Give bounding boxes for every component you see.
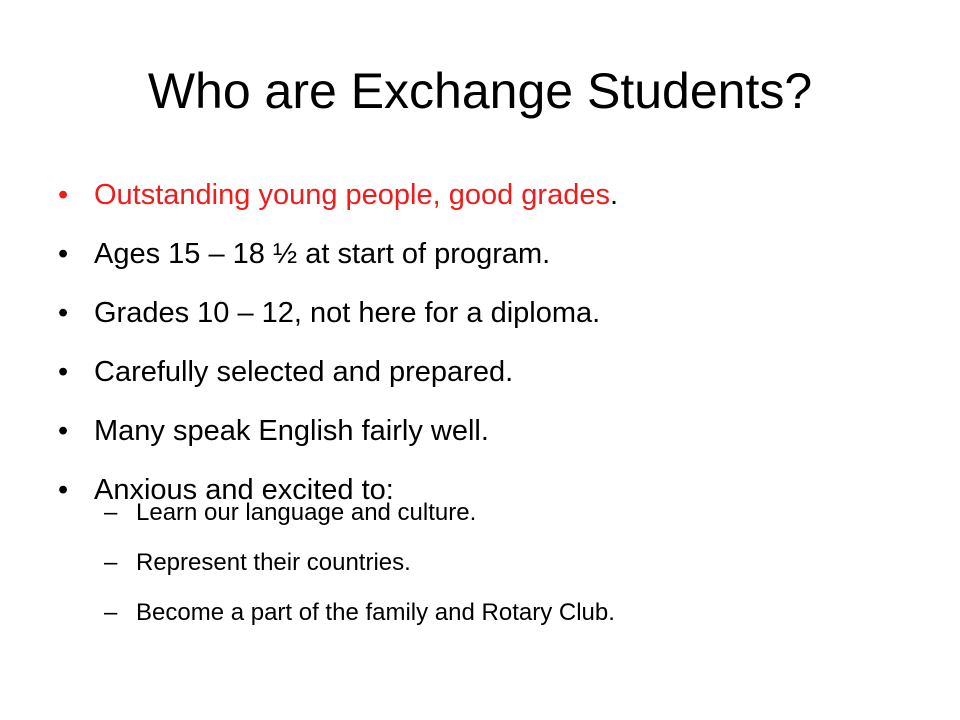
slide-title: Who are Exchange Students? xyxy=(147,63,813,119)
bullet-marker: • xyxy=(58,297,69,329)
bullet-item xyxy=(58,174,618,216)
bullet-text-highlighted: Outstanding young people, good grades xyxy=(94,179,610,211)
bullet-text: Ages 15 – 18 ½ at start of program. xyxy=(94,238,551,270)
bullet-item xyxy=(58,410,618,452)
sub-bullet-item xyxy=(104,496,615,530)
sub-bullet-text: Represent their countries. xyxy=(136,549,411,576)
sub-bullet-item xyxy=(104,596,615,630)
bullet-marker: • xyxy=(58,238,69,270)
sub-bullet-list xyxy=(58,496,615,646)
bullet-text: Many speak English fairly well. xyxy=(94,415,489,447)
bullet-marker: • xyxy=(58,356,69,388)
sub-bullet-text: Become a part of the family and Rotary Club. xyxy=(136,599,615,626)
sub-bullet-marker: – xyxy=(104,499,118,526)
sub-bullet-text: Learn our language and culture. xyxy=(136,499,477,526)
bullet-item xyxy=(58,292,618,334)
bullet-item xyxy=(58,233,618,275)
sub-bullet-marker: – xyxy=(104,599,118,626)
bullet-marker: • xyxy=(58,179,69,211)
sub-bullet-item xyxy=(104,546,615,580)
bullet-item xyxy=(58,351,618,393)
bullet-list xyxy=(58,174,618,528)
bullet-text: Grades 10 – 12, not here for a diploma. xyxy=(94,297,601,329)
sub-bullet-marker: – xyxy=(104,549,118,576)
bullet-suffix: . xyxy=(609,179,619,211)
bullet-text: Carefully selected and prepared. xyxy=(94,356,514,388)
bullet-text: Anxious and excited to: xyxy=(94,474,394,506)
bullet-marker: • xyxy=(58,415,69,447)
bullet-marker: • xyxy=(58,474,69,506)
